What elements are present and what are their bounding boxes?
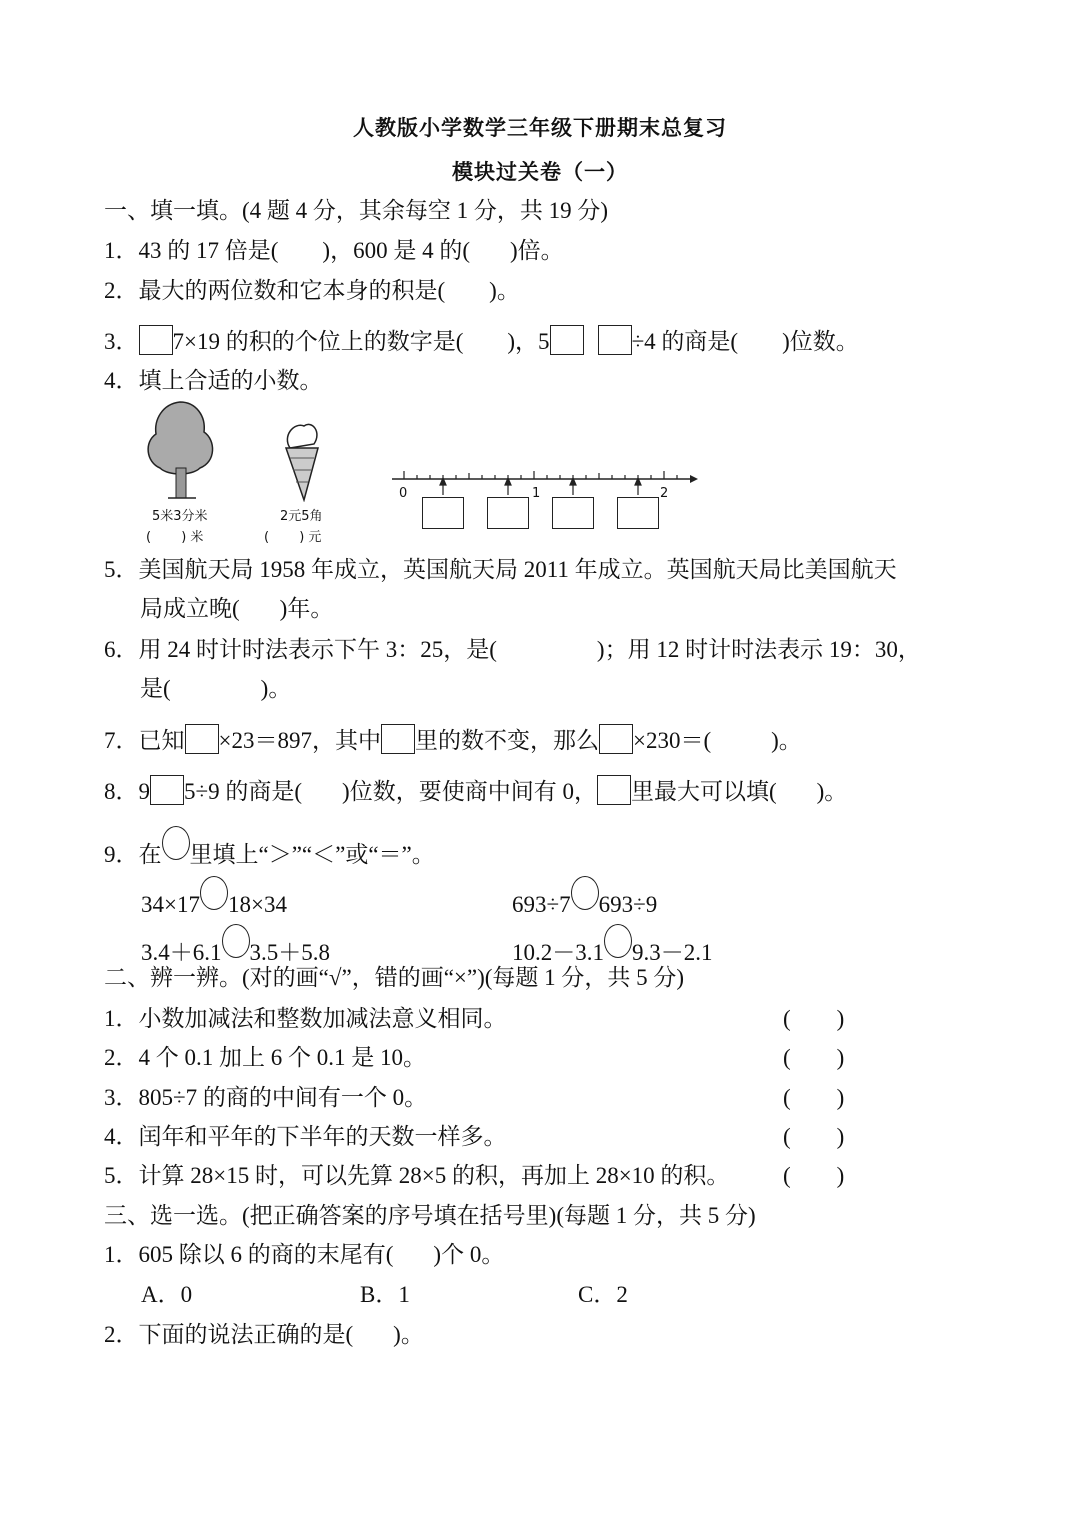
judge-item-2: 2．4 个 0.1 加上 6 个 0.1 是 10。 [104, 1045, 426, 1070]
number-line-answer-box-3[interactable] [552, 497, 594, 529]
digit-box[interactable] [598, 325, 632, 355]
number-line-label-0: 0 [399, 486, 408, 501]
question-1-3: 3． 7×19 的积的个位上的数字是( )，5 ÷4 的商是( )位数。 [104, 325, 859, 357]
price-label: 2元5角 [280, 509, 323, 524]
compare-circle-input[interactable] [222, 924, 250, 958]
compare-item-3: 3.4＋6.1 3.5＋5.8 [141, 924, 330, 968]
compare-circle [162, 826, 190, 860]
compare-item-1: 34×17 18×34 [141, 876, 287, 920]
document-subtitle: 模块过关卷（一） [452, 160, 628, 184]
digit-box[interactable] [139, 325, 173, 355]
option-a[interactable]: A．0 [141, 1282, 193, 1307]
tree-height-label: 5米3分米 [152, 509, 208, 524]
section2-heading: 二、辨一辨。(对的画“√”，错的画“×”)(每题 1 分，共 5 分) [104, 965, 685, 990]
digit-box[interactable] [185, 724, 219, 754]
choice-question-1: 1．605 除以 6 的商的末尾有( )个 0。 [104, 1242, 505, 1267]
judge-blank-4[interactable]: ( ) [783, 1124, 845, 1149]
number-line-label-1: 1 [532, 486, 541, 501]
number-line-answer-box-1[interactable] [422, 497, 464, 529]
compare-item-4: 10.2－3.1 9.3－2.1 [512, 924, 713, 968]
question-1-8: 8．9 5÷9 的商是( )位数，要使商中间有 0， 里最大可以填( )。 [104, 775, 847, 807]
compare-circle-input[interactable] [604, 924, 632, 958]
judge-blank-5[interactable]: ( ) [783, 1163, 845, 1188]
question-1-9: 9．在 里填上“＞”“＜”或“＝”。 [104, 826, 435, 870]
judge-blank-1[interactable]: ( ) [783, 1006, 845, 1031]
section1-heading: 一、填一填。(4 题 4 分，其余每空 1 分，共 19 分) [104, 198, 609, 223]
tree-answer-blank[interactable]: ( ) 米 [146, 530, 204, 545]
judge-blank-3[interactable]: ( ) [783, 1085, 845, 1110]
compare-circle-input[interactable] [200, 876, 228, 910]
question-1-4: 4．填上合适的小数。 [104, 368, 323, 393]
number-line-label-2: 2 [660, 486, 669, 501]
section3-heading: 三、选一选。(把正确答案的序号填在括号里)(每题 1 分，共 5 分) [104, 1203, 756, 1228]
question-1-7: 7．已知 ×23＝897，其中 里的数不变，那么 ×230＝( )。 [104, 724, 802, 756]
question-1-2: 2．最大的两位数和它本身的积是( )。 [104, 278, 520, 303]
choice-question-2: 2．下面的说法正确的是( )。 [104, 1322, 424, 1347]
judge-item-3: 3．805÷7 的商的中间有一个 0。 [104, 1085, 428, 1110]
judge-item-1: 1．小数加减法和整数加减法意义相同。 [104, 1006, 507, 1031]
digit-box[interactable] [597, 775, 631, 805]
compare-circle-input[interactable] [571, 876, 599, 910]
digit-box[interactable] [599, 724, 633, 754]
digit-box[interactable] [150, 775, 184, 805]
price-answer-blank[interactable]: ( ) 元 [264, 530, 322, 545]
digit-box[interactable] [381, 724, 415, 754]
question-1-6b: 是( )。 [140, 676, 292, 701]
tree-icon [140, 398, 220, 502]
question-1-6a: 6．用 24 时计时法表示下午 3：25，是( )；用 12 时计时法表示 19：30， [104, 637, 921, 662]
ice-cream-icon [276, 418, 326, 502]
option-c[interactable]: C．2 [578, 1282, 628, 1307]
question-1-5a: 5．美国航天局 1958 年成立，英国航天局 2011 年成立。英国航天局比美国航天 [104, 557, 897, 582]
judge-blank-2[interactable]: ( ) [783, 1045, 845, 1070]
number-line [390, 465, 700, 495]
number-line-answer-box-4[interactable] [617, 497, 659, 529]
question-1-1: 1．43 的 17 倍是( )，600 是 4 的( )倍。 [104, 238, 564, 263]
judge-item-4: 4．闰年和平年的下半年的天数一样多。 [104, 1124, 507, 1149]
document-title: 人教版小学数学三年级下册期末总复习 [353, 116, 727, 140]
compare-item-2: 693÷7 693÷9 [512, 876, 657, 920]
judge-item-5: 5．计算 28×15 时，可以先算 28×5 的积，再加上 28×10 的积。 [104, 1163, 730, 1188]
number-line-answer-box-2[interactable] [487, 497, 529, 529]
digit-box[interactable] [550, 325, 584, 355]
option-b[interactable]: B．1 [360, 1282, 410, 1307]
question-1-5b: 局成立晚( )年。 [140, 596, 334, 621]
